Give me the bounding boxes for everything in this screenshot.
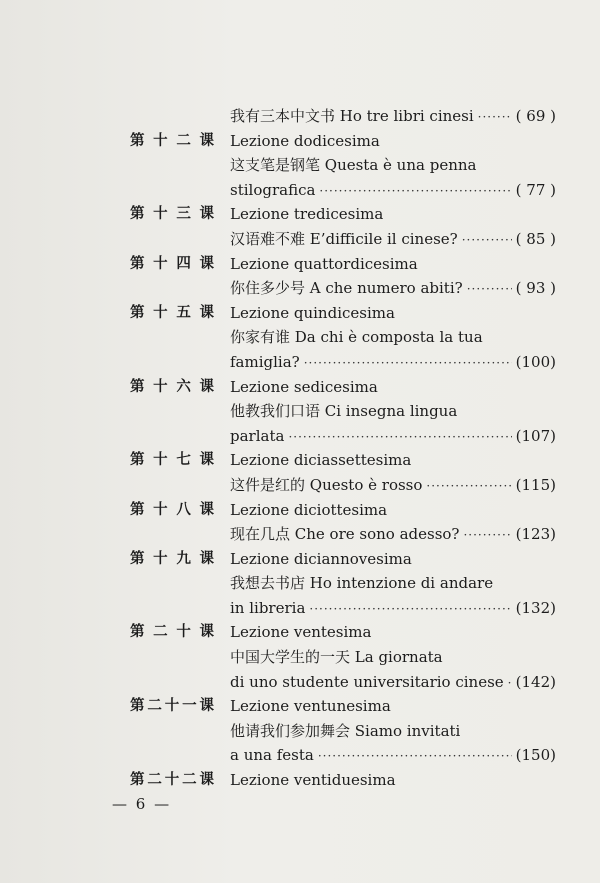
page-reference: (132) [515,598,556,617]
page-reference: (123) [515,525,556,544]
page-reference: ( 77 ) [515,180,556,199]
lesson-number-text: 第 十 二 课 [130,132,214,149]
lesson-number-text: 第 十 三 课 [130,206,214,223]
toc-entry[interactable] [230,473,556,499]
toc-row [0,547,600,572]
toc-entry[interactable] [230,743,556,769]
dot-leader [304,351,512,376]
toc-row [0,178,600,203]
lesson-title: Lezione diciannovesima [230,549,412,568]
page-reference: (142) [515,672,556,691]
lesson-number-text: 第 十 八 课 [130,501,214,518]
lesson-number [130,694,214,719]
lesson-number [130,620,214,645]
lesson-title: Lezione diciottesima [230,500,388,519]
lesson-number-text: 第 二 十 课 [130,624,214,641]
lesson-number [130,547,214,572]
lesson-title: Lezione tredicesima [230,205,384,224]
lesson-title: Lezione ventesima [230,623,372,642]
lesson-title: Lezione ventunesima [230,697,391,716]
lesson-title: Lezione quindicesima [230,303,395,322]
toc-entry[interactable] [230,596,556,622]
toc-row [0,596,600,621]
dot-leader [508,671,512,696]
entry-text: a una festa [230,746,314,765]
entry-text: 汉语难不难 E’difficile il cinese? [230,229,458,248]
lesson-number-text: 第 十 九 课 [130,550,214,567]
toc-entry[interactable] [230,104,556,130]
toc-row [0,473,600,498]
lesson-number [130,129,214,154]
toc-row [0,522,600,547]
page-number: — 6 — [112,795,172,813]
dot-leader [288,425,511,450]
toc-entry[interactable] [230,424,556,450]
entry-text: 中国大学生的一天 La giornata [230,648,443,667]
lesson-title: Lezione dodicesima [230,131,380,150]
lesson-title: Lezione ventiduesima [230,771,396,790]
toc-row [0,129,600,154]
lesson-number [130,498,214,523]
lesson-title: Lezione sedicesima [230,377,378,396]
toc-entry[interactable] [230,276,556,302]
page-reference: ( 93 ) [515,279,556,298]
entry-text: di uno studente universitario cinese [230,672,504,691]
toc-row [0,498,600,523]
toc-entry[interactable] [230,227,556,253]
dot-leader [309,597,511,622]
lesson-number-text: 第 十 六 课 [130,378,214,395]
entry-text: famiglia? [230,352,300,371]
toc-row [0,571,600,596]
toc-row [0,743,600,768]
page-reference: ( 69 ) [515,107,556,125]
lesson-number [130,252,214,277]
page-reference: (115) [515,475,556,494]
toc-row [0,645,600,670]
lesson-title: Lezione quattordicesima [230,254,418,273]
page-reference: (150) [515,746,556,765]
toc-row [0,375,600,400]
lesson-number [130,448,214,473]
toc-row [0,399,600,424]
entry-text: 我想去书店 Ho intenzione di andare [230,574,494,593]
lesson-number-text: 第 十 四 课 [130,255,214,272]
toc-row [0,448,600,473]
dot-leader [319,179,511,204]
page-reference: ( 85 ) [515,229,556,248]
toc-row [0,227,600,252]
entry-text: stilografica [230,180,316,199]
entry-text: in libreria [230,598,306,617]
dot-leader [426,474,511,499]
lesson-number-text: 第 十 五 课 [130,304,214,321]
entry-text: parlata [230,426,285,445]
lesson-number [130,768,214,793]
toc-row [0,694,600,719]
lesson-number-text: 第 二 十 二 课 [130,772,214,789]
lesson-number-text: 第 二 十 一 课 [130,698,214,715]
entry-text: 这支笔是钢笔 Questa è una penna [230,156,477,175]
toc-entry[interactable] [230,350,556,376]
dot-leader [318,744,512,769]
toc-row [0,719,600,744]
entry-text: 我有三本中文书 Ho tre libri cinesi [230,107,474,125]
toc-row [0,350,600,375]
lesson-number [130,202,214,227]
toc-row [0,620,600,645]
entry-text: 现在几点 Che ore sono adesso? [230,525,460,544]
page-reference: (100) [515,352,556,371]
entry-text: 这件是红的 Questo è rosso [230,475,423,494]
toc-entry[interactable] [230,670,556,696]
toc-entry[interactable] [230,178,556,204]
toc-row [0,252,600,277]
toc-row [0,325,600,350]
entry-text: 他请我们参加舞会 Siamo invitati [230,721,461,740]
toc-row [0,768,600,793]
dot-leader [462,228,512,253]
lesson-number-text: 第 十 七 课 [130,452,214,469]
lesson-title: Lezione diciassettesima [230,451,412,470]
dot-leader [467,277,512,302]
page-reference: (107) [515,426,556,445]
entry-text: 他教我们口语 Ci insegna lingua [230,402,458,421]
dot-leader [463,523,511,548]
toc-row [0,670,600,695]
table-of-contents [0,104,600,793]
toc-row [0,202,600,227]
entry-text: 你家有谁 Da chi è composta la tua [230,328,483,347]
lesson-number [130,301,214,326]
toc-entry[interactable] [230,522,556,548]
lesson-number [130,375,214,400]
toc-row [0,424,600,449]
entry-text: 你住多少号 A che numero abiti? [230,279,463,298]
toc-row [0,153,600,178]
toc-row [0,276,600,301]
toc-row [0,301,600,326]
toc-row [0,104,600,129]
dot-leader [478,105,512,130]
